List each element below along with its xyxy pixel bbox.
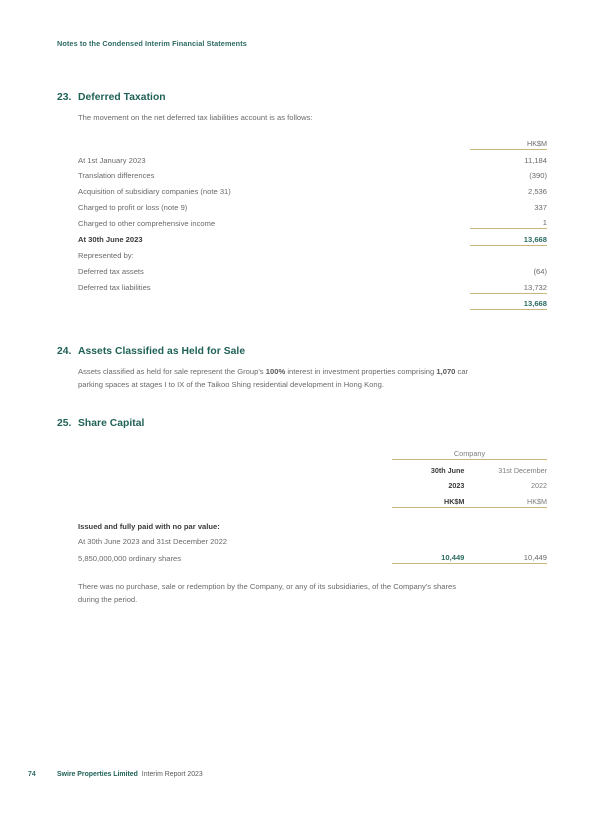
footer-company-name: Swire Properties Limited (57, 771, 138, 778)
table-header-row-3 (78, 491, 547, 507)
body-text-line2: parking spaces at stages I to IX of the Taikoo Shing residential development in Hong Kong. (78, 380, 384, 390)
table-header-row-1 (78, 460, 547, 476)
col2-header-line1: 31st December (474, 460, 547, 476)
section-share-capital (57, 418, 547, 606)
row-value-col1 (392, 532, 464, 548)
span-header-company: Company (453, 449, 486, 458)
section-24-title: Assets Classified as Held for Sale (78, 346, 246, 357)
closing-line1: There was no purchase, sale or redemption by the Company, or any of its subsidiaries, of the Company's shares (78, 582, 457, 592)
table-header-row (78, 138, 547, 150)
row-value: 13,668 (470, 293, 547, 310)
row-label: Charged to other comprehensive income (78, 218, 216, 228)
section-23-intro: The movement on the net deferred tax liabilities account is as follows: (78, 113, 313, 122)
section-25-title: Share Capital (78, 418, 145, 429)
table-row (78, 245, 547, 261)
row-value: (64) (533, 266, 547, 276)
row-value-col2: 10,449 (474, 547, 547, 563)
row-value-col1: 10,449 (392, 547, 464, 563)
section-24-heading (57, 346, 547, 357)
col1-header-currency: HK$M (444, 496, 465, 506)
row-value: 13,668 (470, 229, 547, 246)
row-label: At 1st January 2023 (78, 155, 146, 165)
table-row-total (78, 293, 547, 310)
table-row (78, 532, 547, 548)
row-label: At 30th June 2023 (78, 235, 143, 245)
body-text-c: interest in investment properties comprising (285, 367, 437, 376)
section-25-closing (78, 580, 547, 606)
table-row (78, 150, 547, 166)
table-row (78, 547, 547, 563)
body-text-a: Assets classified as held for sale represent the Group's (78, 367, 266, 376)
footer-report-name: Interim Report 2023 (141, 771, 203, 778)
row-label: Charged to profit or loss (note 9) (78, 202, 188, 212)
table-span-header-row (78, 446, 547, 460)
row-label: 5,850,000,000 ordinary shares (78, 553, 182, 563)
table-row (78, 166, 547, 182)
col2-header-line2: 2022 (531, 481, 547, 491)
row-value: 1 (542, 218, 547, 228)
currency-header: HK$M (527, 139, 547, 149)
section-24-number: 24. (57, 346, 72, 357)
section-25-number: 25. (57, 418, 72, 429)
row-value (470, 245, 547, 261)
page-footer (28, 771, 203, 778)
table-row (78, 213, 547, 229)
closing-line2: during the period. (78, 595, 138, 605)
row-label: Represented by: (78, 251, 134, 261)
row-value: 2,536 (527, 186, 547, 196)
row-value-col1 (392, 507, 464, 532)
running-header: Notes to the Condensed Interim Financial Statements (57, 39, 247, 48)
body-text-count: 1,070 (436, 367, 456, 376)
row-label: Acquisition of subsidiary companies (note 31) (78, 186, 231, 196)
deferred-taxation-table (78, 138, 547, 310)
row-label (78, 293, 470, 310)
col2-header-currency: HK$M (527, 496, 547, 506)
row-label: Translation differences (78, 171, 155, 181)
row-label: Issued and fully paid with no par value: (78, 521, 220, 531)
table-row (78, 261, 547, 277)
row-label: At 30th June 2023 and 31st December 2022 (78, 537, 228, 547)
body-text-percent: 100% (265, 367, 286, 376)
section-24-body (78, 365, 547, 391)
table-row-total (78, 229, 547, 246)
table-header-row-2 (78, 476, 547, 492)
section-23-title: Deferred Taxation (78, 92, 166, 103)
table-row (78, 277, 547, 293)
row-value-col2 (474, 507, 547, 532)
row-value: (390) (529, 171, 547, 181)
row-value-col2 (474, 532, 547, 548)
page-number: 74 (28, 771, 36, 778)
section-assets-held-for-sale (57, 346, 547, 391)
table-row (78, 197, 547, 213)
row-value: 11,184 (470, 150, 547, 166)
body-text-e: car (455, 367, 469, 376)
row-value: 337 (534, 202, 547, 212)
row-value: 13,732 (523, 282, 547, 292)
table-row (78, 181, 547, 197)
col1-header-line1: 30th June (392, 460, 464, 476)
row-label: Deferred tax liabilities (78, 283, 151, 293)
row-label: Deferred tax assets (78, 266, 144, 276)
section-23-number: 23. (57, 92, 72, 103)
table-row (78, 507, 547, 532)
col1-header-line2: 2023 (448, 481, 465, 491)
section-25-heading (57, 418, 547, 429)
section-23-heading (57, 92, 547, 103)
section-deferred-taxation (57, 92, 547, 310)
share-capital-table (78, 446, 547, 564)
